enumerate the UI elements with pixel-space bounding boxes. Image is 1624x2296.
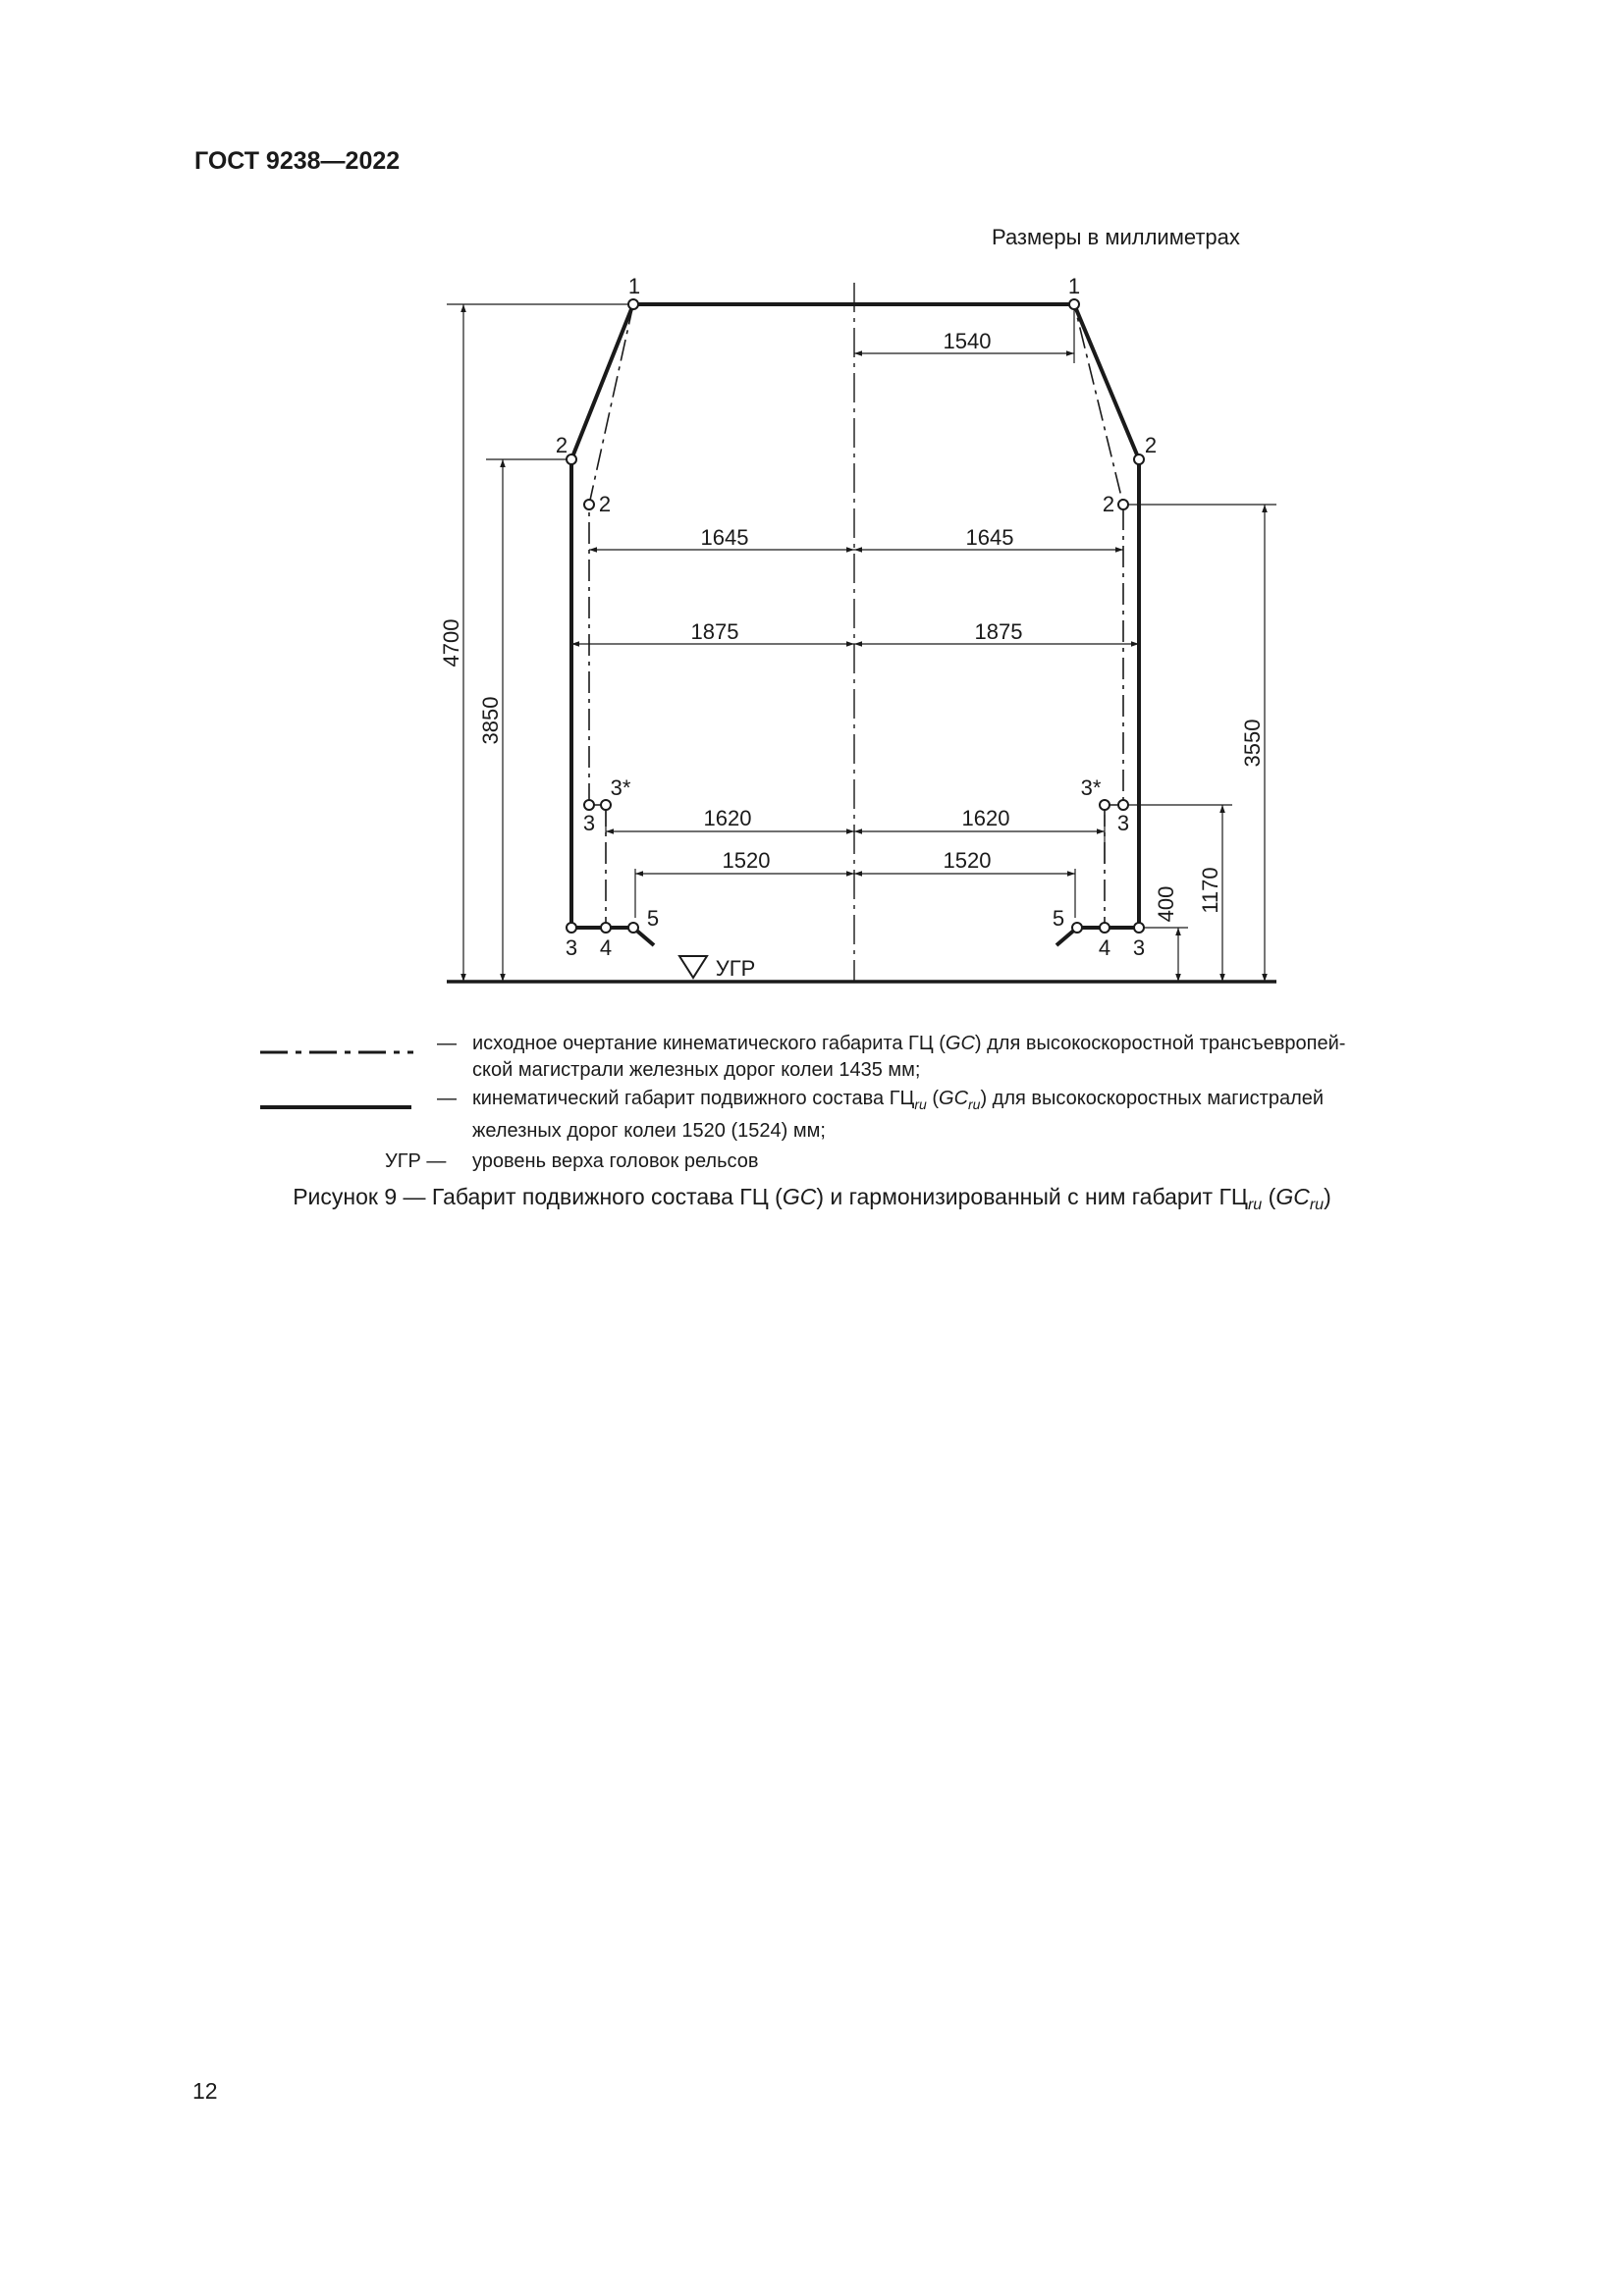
vertical-dimensions — [463, 304, 1265, 982]
label-1875-right: 1875 — [974, 619, 1023, 644]
point-2-right-outer — [1134, 454, 1144, 464]
figure-caption — [0, 1184, 1624, 1214]
point-3star-right — [1100, 800, 1110, 810]
rail-level-triangle — [679, 956, 707, 978]
gauge-drawing — [0, 0, 1624, 1021]
label-1170: 1170 — [1198, 867, 1222, 914]
caption-gc1: GC — [782, 1184, 817, 1209]
point-3-left-upper — [584, 800, 594, 810]
label-1540: 1540 — [943, 329, 992, 353]
point-label-4-left: 4 — [599, 935, 613, 960]
point-2-left-inner — [584, 500, 594, 509]
legend-item-2-text-a: кинематический габарит подвижного состава ГЦ — [472, 1088, 915, 1109]
legend-sample-solid — [260, 1097, 417, 1117]
label-1620-right: 1620 — [961, 806, 1010, 830]
caption-gc2: GC — [1275, 1184, 1310, 1209]
point-label-3-right-upper: 3 — [1116, 811, 1130, 835]
point-1-right — [1069, 299, 1079, 309]
caption-sub2: ru — [1309, 1196, 1325, 1213]
legend-item-1-dash: — — [437, 1033, 457, 1054]
point-label-3star-left: 3* — [610, 775, 631, 800]
point-label-5-right: 5 — [1052, 906, 1065, 931]
legend-item-1-line2: ской магистрали железных дорог колеи 1435 мм; — [472, 1059, 921, 1081]
point-label-2-left-outer: 2 — [555, 433, 568, 457]
point-label-4-right: 4 — [1098, 935, 1111, 960]
caption-sub1: ru — [1247, 1196, 1263, 1213]
legend-item-2 — [472, 1086, 1454, 1145]
label-4700: 4700 — [439, 618, 463, 667]
label-1520-left: 1520 — [722, 848, 771, 873]
legend-item-2-sub2: ru — [968, 1096, 981, 1112]
point-3-left-lower — [567, 923, 576, 933]
legend-item-2-line2: железных дорог колеи 1520 (1524) мм; — [472, 1120, 826, 1142]
point-label-1-right: 1 — [1067, 274, 1081, 298]
point-label-3-left-lower: 3 — [565, 935, 578, 960]
point-3-right-upper — [1118, 800, 1128, 810]
point-5-right — [1072, 923, 1082, 933]
label-400: 400 — [1154, 885, 1178, 923]
legend-item-1-text-b: ) для высокоскоростной трансъевропей- — [974, 1033, 1346, 1054]
legend-item-3-abbr: УГР — — [385, 1150, 447, 1172]
legend-item-2-text-b: ( — [926, 1088, 940, 1109]
legend-item-2-gc: GC — [939, 1088, 969, 1109]
legend-sample-dashdot — [260, 1042, 417, 1062]
label-3550: 3550 — [1240, 719, 1265, 768]
point-label-1-left: 1 — [627, 274, 641, 298]
document-header: ГОСТ 9238—2022 — [194, 147, 401, 175]
caption-text-b: ) и гармонизированный с ним габарит ГЦ — [816, 1184, 1248, 1209]
point-3-right-lower — [1134, 923, 1144, 933]
gauge-points — [567, 299, 1144, 933]
gauge-outline-gc — [589, 304, 1123, 805]
point-2-left-outer — [567, 454, 576, 464]
horizontal-dimensions — [571, 353, 1139, 874]
point-4-right — [1100, 923, 1110, 933]
point-1-left — [628, 299, 638, 309]
point-4-left — [601, 923, 611, 933]
caption-text-c: ( — [1262, 1184, 1276, 1209]
point-label-2-left-inner: 2 — [598, 492, 612, 516]
label-1645-right: 1645 — [965, 525, 1014, 550]
point-label-2-right-outer: 2 — [1144, 433, 1158, 457]
point-label-5-left: 5 — [646, 906, 660, 931]
legend-item-1-gc: GC — [945, 1033, 975, 1054]
units-note: Размеры в миллиметрах — [992, 225, 1240, 249]
label-1645-left: 1645 — [700, 525, 749, 550]
legend-item-2-dash: — — [437, 1088, 457, 1109]
rail-level-label: УГР — [715, 956, 756, 981]
legend-item-1 — [472, 1031, 1454, 1084]
page-number: 12 — [192, 2078, 218, 2104]
point-label-3star-right: 3* — [1080, 775, 1102, 800]
legend-item-1-text-a: исходное очертание кинематического габарита ГЦ ( — [472, 1033, 946, 1054]
point-5-left — [628, 923, 638, 933]
gauge-outline-gcru — [571, 304, 1139, 928]
label-1520-right: 1520 — [943, 848, 992, 873]
point-label-3-right-lower: 3 — [1132, 935, 1146, 960]
point-3star-left — [601, 800, 611, 810]
label-1620-left: 1620 — [703, 806, 752, 830]
caption-text-a: Рисунок 9 — Габарит подвижного состава ГЦ ( — [293, 1184, 783, 1209]
point-2-right-inner — [1118, 500, 1128, 509]
legend-item-3-text: уровень верха головок рельсов — [472, 1150, 759, 1172]
legend-item-2-text-c: ) для высокоскоростных магистралей — [980, 1088, 1325, 1109]
point-label-3-left-upper: 3 — [582, 811, 596, 835]
legend-item-2-sub1: ru — [914, 1096, 927, 1112]
point-label-2-right-inner: 2 — [1102, 492, 1115, 516]
label-1875-left: 1875 — [690, 619, 739, 644]
label-3850: 3850 — [478, 696, 503, 745]
caption-text-d: ) — [1324, 1184, 1331, 1209]
